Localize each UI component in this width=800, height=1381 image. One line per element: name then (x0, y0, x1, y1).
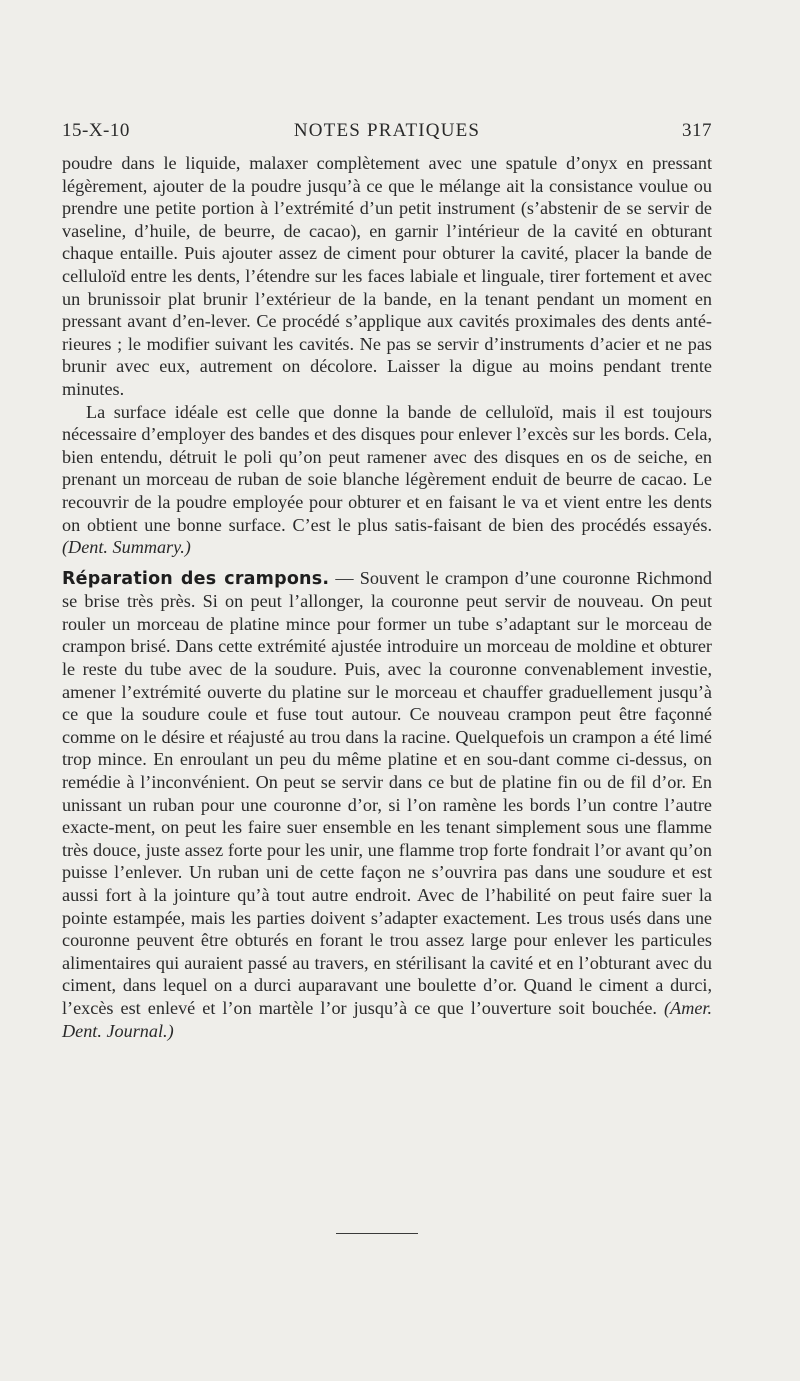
paragraph-continued (62, 152, 712, 401)
section-text: Souvent le crampon d’une couronne Richmond se brise très près. Si on peut l’allonger, la couronne peut servir de nouveau. On peut rouler un morceau de platine mince pour former un tube s’adaptant sur le morceau de crampon brisé. Dans cette extrémité ajustée introduire un morceau de moldine et obturer le reste du tube avec de la soudure. Puis, avec la couronne convenablement investie, amener l’extrémité ouverte du platine sur le morceau et chauffer graduellement jusqu’à ce que la soudure coule et fuse tout autour. Ce nouveau crampon peut être façonné comme on le désire et réajusté au trou dans la racine. Quelquefois un crampon a été limé trop mince. En enroulant un peu du même platine et en sou-dant comme ci-dessus, on remédie à l’inconvénient. On peut se servir dans ce but de platine fin ou de fil d’or. En unissant un ruban pour une couronne d’or, si l’on ramène les bords l’un contre l’autre exacte-ment, on peut les faire suer ensemble en les tenant simplement sous une flamme très douce, juste assez forte pour les unir, une flamme trop forte fondrait l’or avant qu’on puisse l’enlever. Un ruban uni de cette façon ne s’ouvrira pas dans une soudure et est aussi fort à la jointure qu’à tout autre endroit. Avec de l’habilité on peut faire suer la pointe estampée, mais les parties doivent s’adapter exactement. Les trous usés dans une couronne peuvent être obturés en forant le trou assez large pour enlever les particules alimentaires qui auraient passé au travers, en stérilisant la cavité et en l’obturant avec du ciment, dans lequel on a durci auparavant une boulette d’or. Quand le ciment a durci, l’excès est enlevé et l’on martèle l’or jusqu’à ce que l’ouverture soit bouchée. (62, 567, 713, 1018)
page-number: 317 (682, 120, 712, 141)
source-citation: (Amer. Dent. Journal.) (62, 997, 713, 1041)
end-rule (336, 1233, 418, 1234)
section-dash: — (329, 567, 360, 588)
section-reparation-des-crampons (62, 567, 712, 1042)
running-head (62, 120, 712, 150)
body-text (62, 152, 712, 1042)
issue-date: 15-X-10 (62, 120, 130, 141)
section-heading: Réparation des crampons. (62, 568, 330, 589)
running-title: NOTES PRATIQUES (293, 120, 481, 141)
paragraph (62, 401, 712, 559)
paragraph-text: La surface idéale est celle que donne la bande de celluloïd, mais il est toujours nécessaire d’employer des bandes et des disques pour enlever l’excès sur les bords. Cela, bien entendu, détruit le poli qu’on peut ramener avec des disques en os de seiche, en prenant un morceau de ruban de soie blanche légèrement enduit de beurre de cacao. Le recouvrir de la poudre employée pour obturer et en faisant le va et vient entre les dents on obtient une bonne surface. C’est le plus satis-faisant de bien des procédés essayés. (62, 401, 712, 535)
source-citation: (Dent. Summary.) (62, 537, 191, 558)
paragraph-text: poudre dans le liquide, malaxer complètement avec une spatule d’onyx en pressant légèrement, ajouter de la poudre jusqu’à ce que le mélange ait la consistance voulue ou prendre une petite portion à l’extrémité d’un petit instrument (s’abstenir de se servir de vaseline, d’huile, de beurre, de cacao), en garnir l’intérieur de la cavité en obturant chaque entaille. Puis ajouter assez de ciment pour obturer la cavité, placer la bande de celluloïd entre les dents, l’étendre sur les faces labiale et linguale, tirer fortement et avec un brunissoir plat brunir l’extérieur de la bande, en la tenant pendant un moment en pressant avant d’en-lever. Ce procédé s’applique aux cavités proximales des dents anté-rieures ; le modifier suivant les cavités. Ne pas se servir d’instruments d’acier et ne pas brunir avec eux, autrement on décolore. Laisser la digue au moins pendant trente minutes. (62, 153, 712, 399)
